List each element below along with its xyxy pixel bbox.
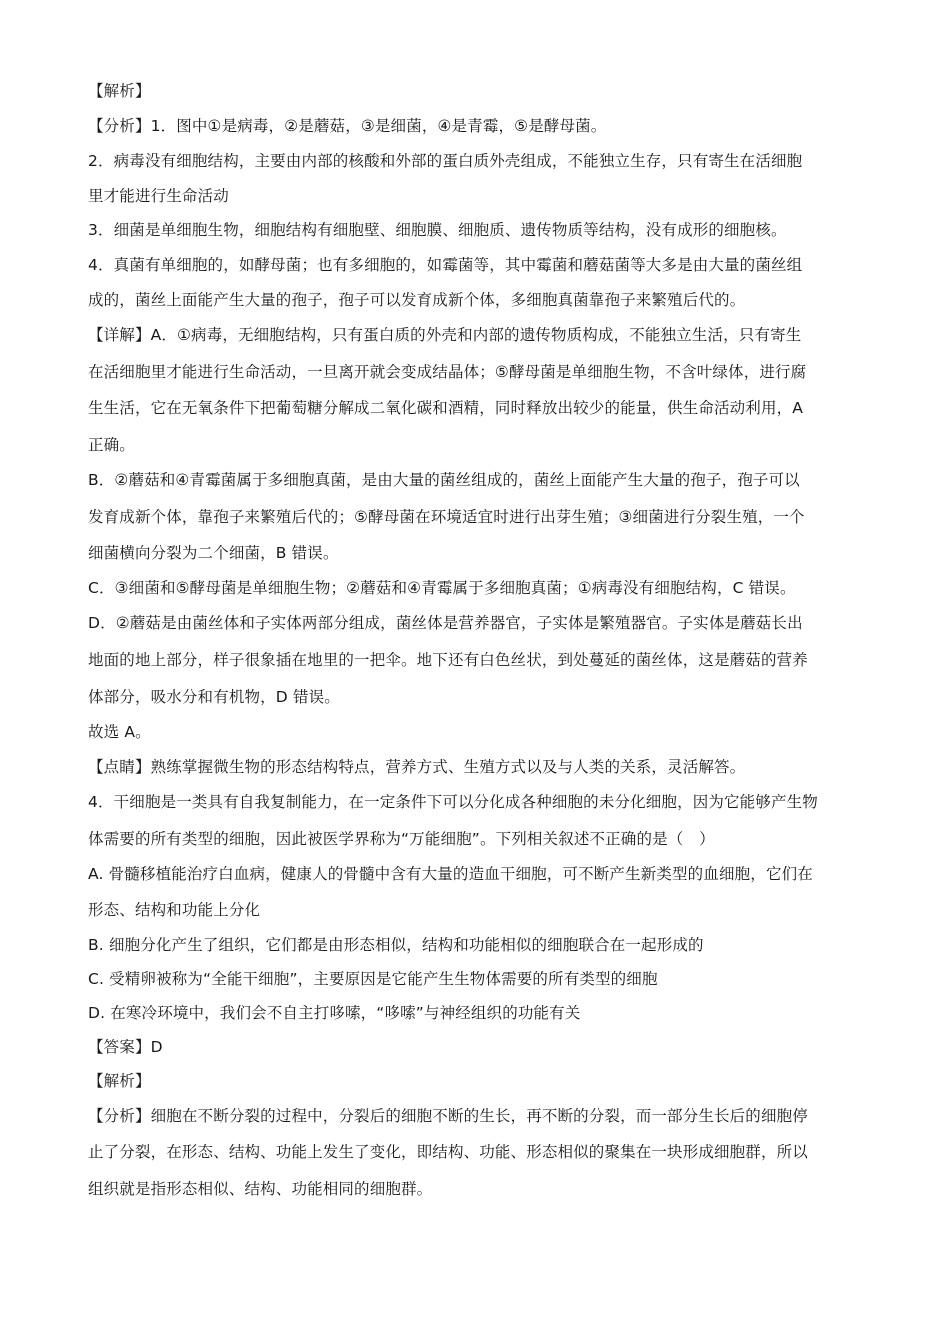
question-option-b: B. 细胞分化产生了组织，它们都是由形态相似，结构和功能相似的细胞联合在一起形成的 — [88, 936, 704, 954]
question-option-c: C. 受精卵被称为“全能干细胞”，主要原因是它能产生生物体需要的所有类型的细胞 — [88, 970, 658, 988]
answer-label: 【答案】D — [88, 1038, 163, 1056]
question-option-d: D. 在寒冷环境中，我们会不自主打哆嗦，“哆嗦”与神经组织的功能有关 — [88, 1004, 581, 1022]
answer-choice-statement: 故选 A。 — [88, 723, 151, 741]
analysis-paragraph: 4．真菌有单细胞的，如酵母菌；也有多细胞的，如霉菌等，其中霉菌和蘑菇菌等大多是由大量的菌丝组 — [88, 256, 803, 274]
analysis-paragraph: 组织就是指形态相似、结构、功能相同的细胞群。 — [88, 1180, 433, 1198]
detail-paragraph: 地面的地上部分，样子很象插在地里的一把伞。地下还有白色丝状，到处蔓延的菌丝体，这是蘑菇的营养 — [88, 651, 808, 669]
detail-paragraph: B．②蘑菇和④青霉菌属于多细胞真菌，是由大量的菌丝组成的，菌丝上面能产生大量的孢子，孢子可以 — [88, 471, 800, 489]
detail-paragraph: D．②蘑菇是由菌丝体和子实体两部分组成，菌丝体是营养器官，子实体是繁殖器官。子实体是蘑菇长出 — [88, 614, 803, 632]
detail-paragraph: 正确。 — [88, 436, 135, 454]
detail-paragraph: 细菌横向分裂为二个细菌，B 错误。 — [88, 544, 339, 562]
analysis-paragraph: 【分析】细胞在不断分裂的过程中，分裂后的细胞不断的生长，再不断的分裂，而一部分生长后的细胞停 — [88, 1107, 808, 1125]
section-heading-analysis: 【解析】 — [88, 1072, 151, 1090]
question-option-a: 形态、结构和功能上分化 — [88, 901, 261, 919]
question-option-a: A. 骨髓移植能治疗白血病，健康人的骨髓中含有大量的造血干细胞，可不断产生新类型的血细胞，它们在 — [88, 865, 813, 883]
key-point-paragraph: 【点睛】熟练掌握微生物的形态结构特点，营养方式、生殖方式以及与人类的关系，灵活解答。 — [88, 758, 746, 776]
detail-paragraph: 【详解】A．①病毒，无细胞结构，只有蛋白质的外壳和内部的遗传物质构成，不能独立生活，只有寄生 — [88, 326, 802, 344]
analysis-paragraph: 成的，菌丝上面能产生大量的孢子，孢子可以发育成新个体，多细胞真菌靠孢子来繁殖后代的。 — [88, 291, 746, 309]
detail-paragraph: 在活细胞里才能进行生命活动，一旦离开就会变成结晶体；⑤酵母菌是单细胞生物，不含叶绿体，进行腐 — [88, 363, 807, 381]
detail-paragraph: 生生活，它在无氧条件下把葡萄糖分解成二氧化碳和酒精，同时释放出较少的能量，供生命活动利用，A — [88, 399, 804, 417]
analysis-paragraph: 里才能进行生命活动 — [88, 187, 229, 205]
analysis-paragraph: 【分析】1．图中①是病毒，②是蘑菇，③是细菌，④是青霉，⑤是酵母菌。 — [88, 117, 607, 135]
question-4-stem: 4．干细胞是一类具有自我复制能力，在一定条件下可以分化成各种细胞的未分化细胞，因为它能够产生物 — [88, 793, 818, 811]
analysis-paragraph: 止了分裂，在形态、结构、功能上发生了变化，即结构、功能、形态相似的聚集在一块形成细胞群，所以 — [88, 1143, 808, 1161]
question-4-stem: 体需要的所有类型的细胞，因此被医学界称为“万能细胞”。下列相关叙述不正确的是（ ） — [88, 830, 715, 848]
detail-paragraph: 发育成新个体，靠孢子来繁殖后代的；⑤酵母菌在环境适宜时进行出芽生殖；③细菌进行分裂生殖，一个 — [88, 508, 805, 526]
analysis-paragraph: 2．病毒没有细胞结构，主要由内部的核酸和外部的蛋白质外壳组成，不能独立生存，只有寄生在活细胞 — [88, 152, 803, 170]
detail-paragraph: 体部分，吸水分和有机物，D 错误。 — [88, 688, 340, 706]
detail-paragraph: C．③细菌和⑤酵母菌是单细胞生物；②蘑菇和④青霉属于多细胞真菌；①病毒没有细胞结构，C 错误。 — [88, 579, 796, 597]
section-heading-analysis: 【解析】 — [88, 82, 151, 100]
analysis-paragraph: 3．细菌是单细胞生物，细胞结构有细胞壁、细胞膜、细胞质、遗传物质等结构，没有成形的细胞核。 — [88, 221, 787, 239]
